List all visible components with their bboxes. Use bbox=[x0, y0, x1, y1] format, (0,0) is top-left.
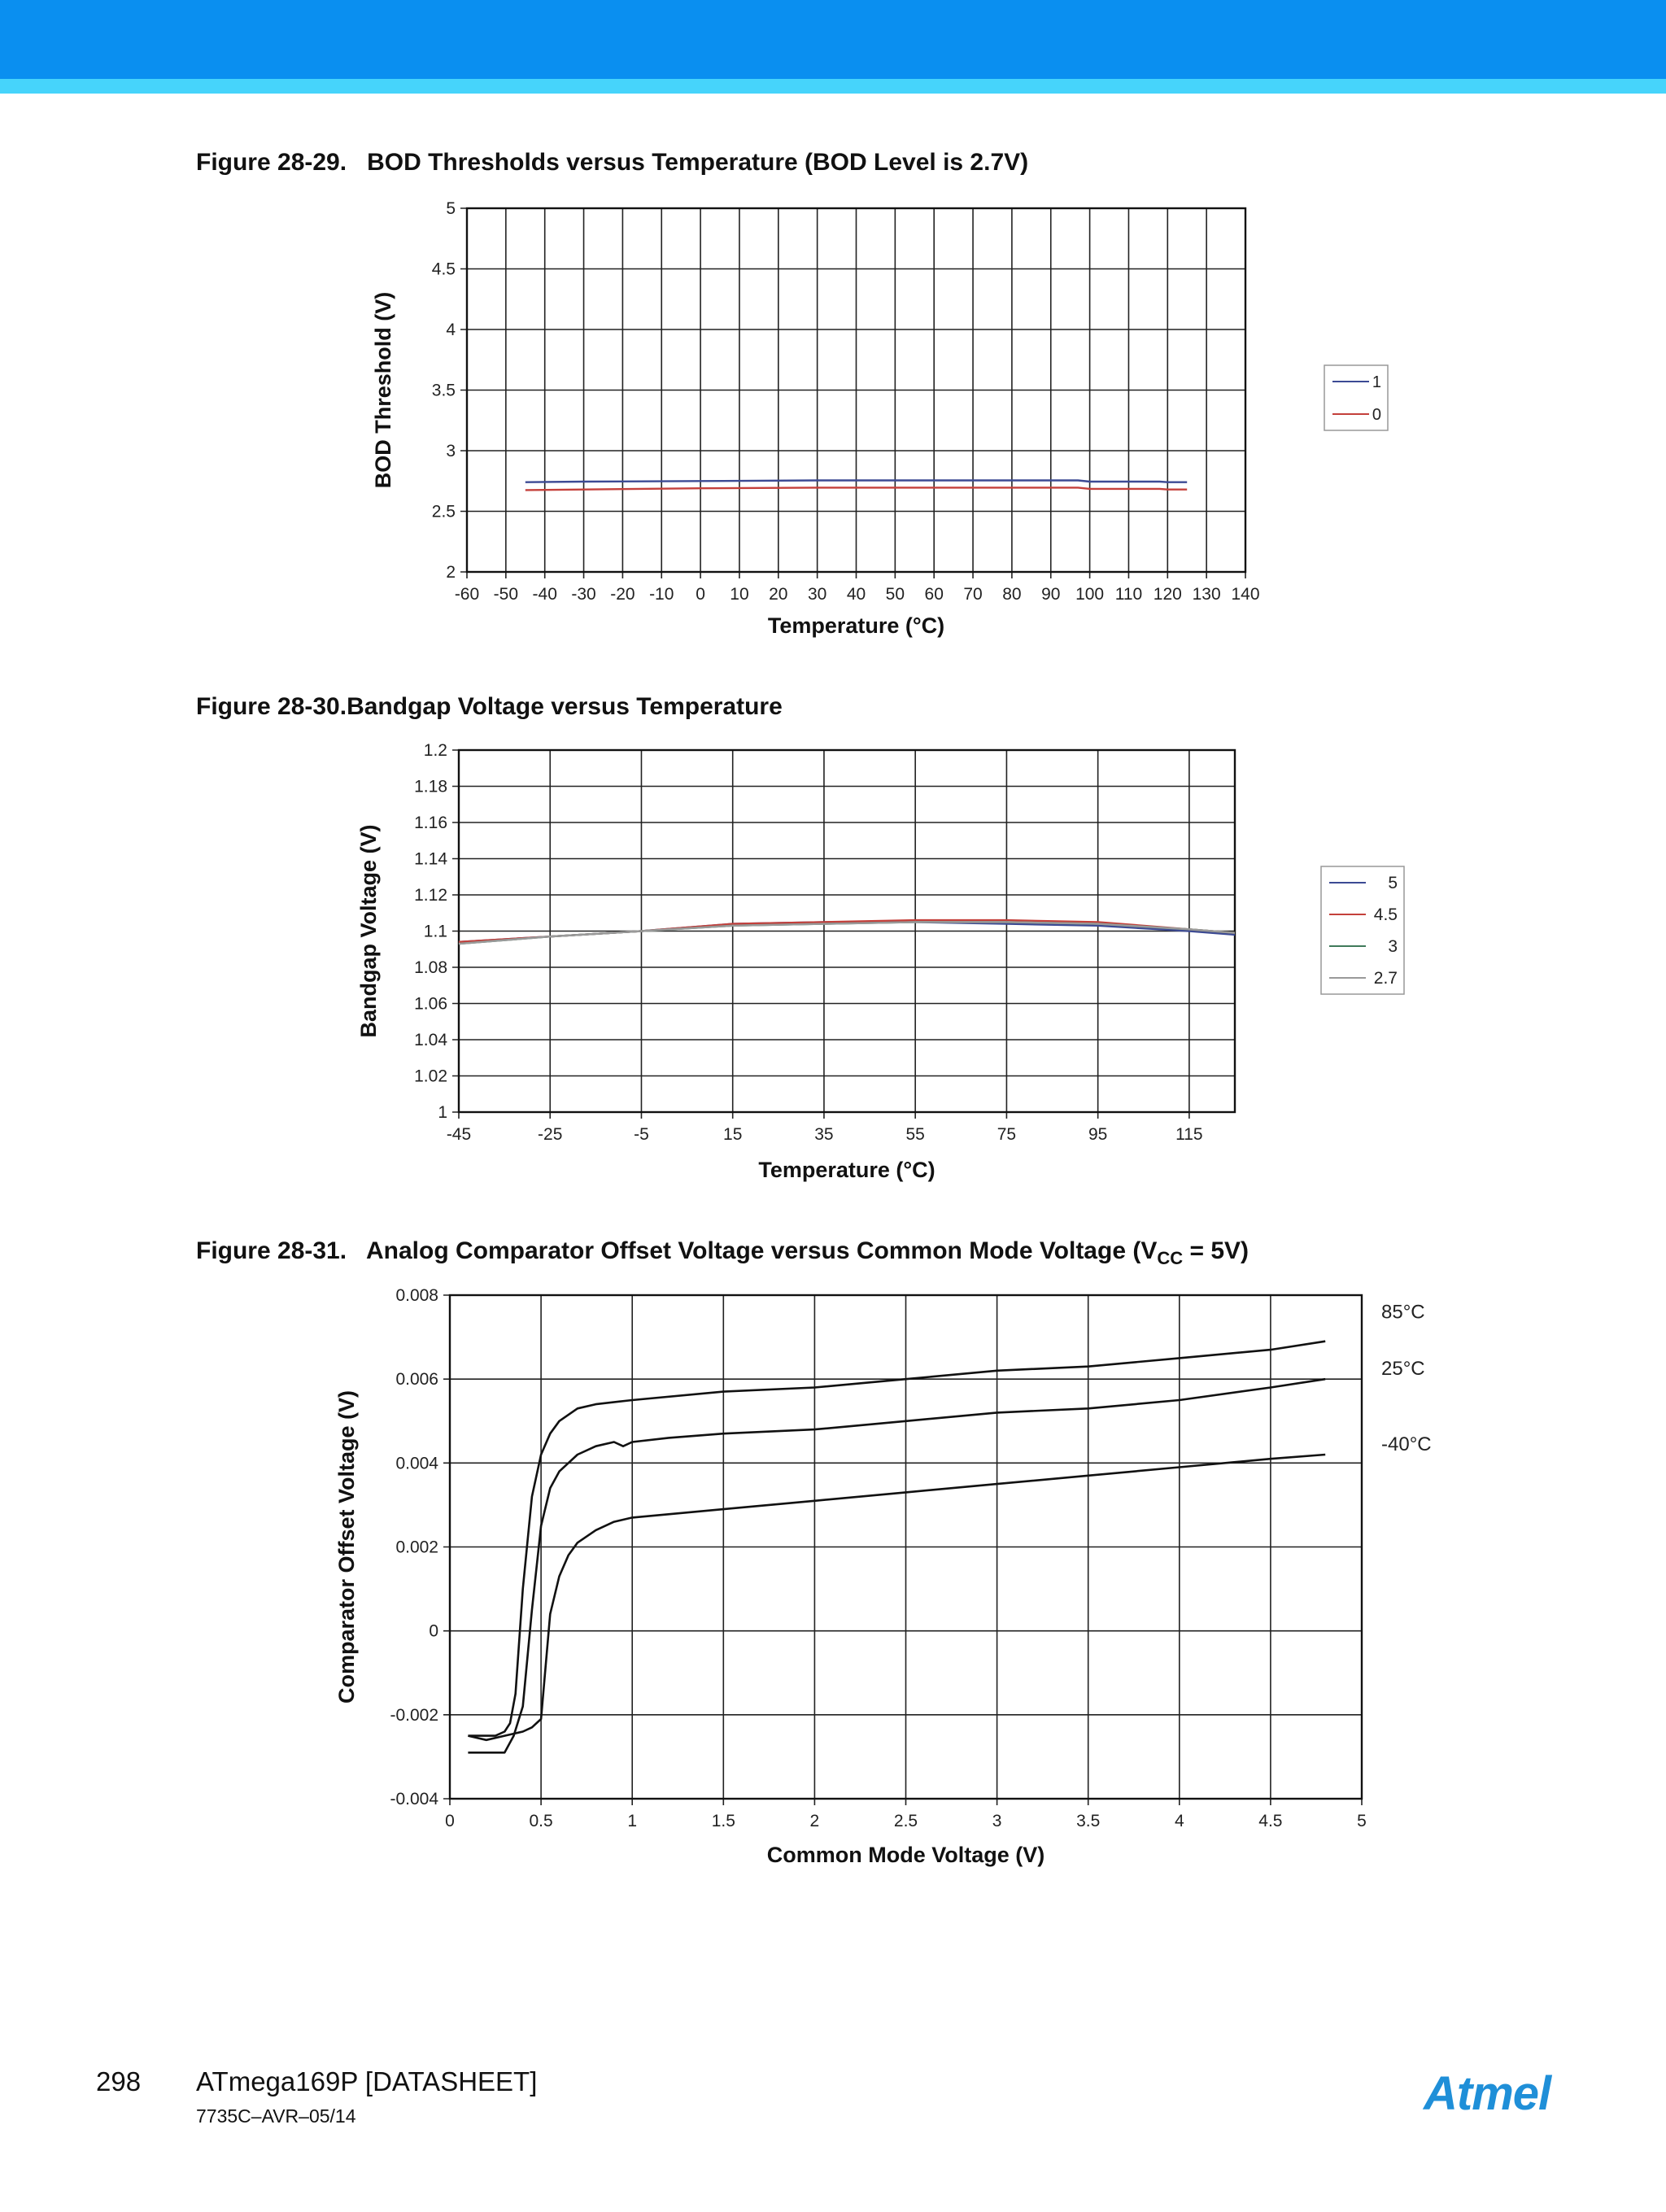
y-tick-label: 1.2 bbox=[423, 741, 447, 760]
x-tick-label: 70 bbox=[963, 585, 983, 604]
y-tick-label: 1.18 bbox=[414, 777, 447, 796]
x-tick-label: 55 bbox=[905, 1125, 925, 1144]
y-tick-label: 2 bbox=[446, 563, 456, 582]
y-tick-label: 2.5 bbox=[431, 502, 456, 521]
page-number: 298 bbox=[96, 2066, 142, 2096]
series-end-label: 85°C bbox=[1381, 1301, 1425, 1324]
x-tick-label: 1.5 bbox=[711, 1812, 735, 1830]
x-tick-label: 5 bbox=[1357, 1812, 1367, 1830]
y-tick-label: 1.06 bbox=[414, 994, 447, 1014]
y-tick-label: 1.14 bbox=[414, 849, 447, 869]
y-tick-label: -0.004 bbox=[390, 1790, 438, 1808]
x-tick-label: 2 bbox=[809, 1812, 820, 1830]
x-tick-label: -45 bbox=[446, 1125, 472, 1144]
x-tick-label: -50 bbox=[493, 585, 519, 604]
figure-title-3: Analog Comparator Offset Voltage versus Common Mode Voltage $(V_{CC} = 5V)$ bbox=[365, 1237, 1249, 1268]
y-tick-label: 5 bbox=[446, 199, 456, 218]
x-tick-label: -20 bbox=[610, 585, 635, 604]
y-tick-label: 3 bbox=[446, 442, 456, 460]
y-tick-label: 1.04 bbox=[414, 1031, 447, 1049]
series-end-label: 25°C bbox=[1381, 1358, 1425, 1381]
x-tick-label: 0 bbox=[445, 1812, 455, 1830]
x-tick-label: 60 bbox=[924, 585, 944, 604]
figure-title-1: BOD Thresholds versus Temperature (BOD Level is 2.7V) bbox=[367, 149, 1029, 176]
x-tick-label: 30 bbox=[807, 585, 827, 604]
series-line-3 bbox=[468, 1455, 1325, 1740]
document-title: ATmega169P [DATASHEET] bbox=[196, 2066, 538, 2096]
figure-number-2: Figure 28-30. bbox=[196, 693, 347, 720]
series-line-1 bbox=[468, 1342, 1325, 1736]
x-tick-label: 2.5 bbox=[893, 1812, 918, 1830]
y-tick-label: 1.16 bbox=[414, 814, 447, 832]
x-tick-label: 110 bbox=[1114, 585, 1143, 604]
y-tick-label: 1 bbox=[438, 1103, 447, 1122]
x-tick-label: 120 bbox=[1153, 585, 1182, 604]
x-tick-label: -25 bbox=[538, 1125, 563, 1144]
y-tick-label: 0.008 bbox=[395, 1286, 438, 1305]
x-tick-label: 100 bbox=[1075, 585, 1105, 604]
x-axis-label: Temperature (°C) bbox=[767, 613, 945, 638]
x-tick-label: 4 bbox=[1174, 1812, 1184, 1830]
legend-label: 0 bbox=[1372, 406, 1381, 424]
x-tick-label: 35 bbox=[814, 1125, 834, 1144]
x-tick-label: 0.5 bbox=[529, 1812, 553, 1830]
x-tick-label: 95 bbox=[1088, 1125, 1108, 1144]
legend-label: 4.5 bbox=[1373, 905, 1398, 924]
series-line-2 bbox=[468, 1379, 1325, 1752]
x-tick-label: 3 bbox=[992, 1812, 1002, 1830]
atmel-logo: Atmel bbox=[1424, 2067, 1551, 2120]
x-tick-label: 3.5 bbox=[1076, 1812, 1101, 1830]
x-tick-label: -60 bbox=[454, 585, 480, 604]
x-tick-label: 115 bbox=[1175, 1125, 1203, 1144]
x-tick-label: 40 bbox=[846, 585, 866, 604]
figure-number-3: Figure 28-31. bbox=[196, 1237, 347, 1264]
figure-number-1: Figure 28-29. bbox=[196, 149, 347, 176]
y-tick-label: 0.002 bbox=[395, 1538, 438, 1557]
x-tick-label: -40 bbox=[532, 585, 557, 604]
x-tick-label: 15 bbox=[723, 1125, 743, 1144]
legend-label: 3 bbox=[1388, 937, 1398, 956]
y-tick-label: 1.1 bbox=[423, 922, 447, 941]
y-tick-label: 1.08 bbox=[414, 958, 447, 977]
x-axis-label: Common Mode Voltage (V) bbox=[766, 1843, 1045, 1867]
y-tick-label: 0 bbox=[429, 1621, 438, 1641]
x-tick-label: 90 bbox=[1041, 585, 1061, 604]
y-tick-label: 3.5 bbox=[431, 381, 456, 400]
x-axis-label: Temperature (°C) bbox=[758, 1158, 935, 1182]
y-axis-label: BOD Threshold (V) bbox=[371, 291, 395, 489]
x-tick-label: -5 bbox=[634, 1125, 649, 1144]
y-tick-label: 4 bbox=[446, 321, 456, 339]
x-tick-label: 1 bbox=[627, 1812, 638, 1830]
x-tick-label: 140 bbox=[1231, 585, 1260, 604]
x-tick-label: 80 bbox=[1002, 585, 1022, 604]
document-code: 7735C–AVR–05/14 bbox=[196, 2105, 356, 2127]
y-axis-label: Comparator Offset Voltage (V) bbox=[334, 1390, 359, 1704]
series-end-label: -40°C bbox=[1381, 1433, 1432, 1456]
x-tick-label: 0 bbox=[696, 585, 705, 604]
y-tick-label: 1.12 bbox=[414, 886, 447, 905]
y-axis-label: Bandgap Voltage (V) bbox=[356, 824, 381, 1038]
y-tick-label: 0.006 bbox=[395, 1370, 438, 1390]
legend-label: 5 bbox=[1388, 874, 1398, 892]
x-tick-label: 10 bbox=[730, 585, 749, 604]
x-tick-label: 130 bbox=[1192, 585, 1221, 604]
legend-label: 2.7 bbox=[1373, 969, 1398, 988]
y-tick-label: 4.5 bbox=[431, 260, 456, 279]
y-tick-label: -0.002 bbox=[390, 1705, 438, 1725]
y-tick-label: 1.02 bbox=[414, 1067, 447, 1086]
legend-label: 1 bbox=[1372, 373, 1381, 391]
figure-title-2: Bandgap Voltage versus Temperature bbox=[347, 693, 783, 720]
x-tick-label: 4.5 bbox=[1258, 1812, 1283, 1830]
y-tick-label: 0.004 bbox=[395, 1454, 438, 1473]
x-tick-label: 75 bbox=[997, 1125, 1017, 1144]
x-tick-label: -30 bbox=[571, 585, 596, 604]
x-tick-label: 50 bbox=[885, 585, 905, 604]
x-tick-label: 20 bbox=[769, 585, 788, 604]
x-tick-label: -10 bbox=[649, 585, 674, 604]
